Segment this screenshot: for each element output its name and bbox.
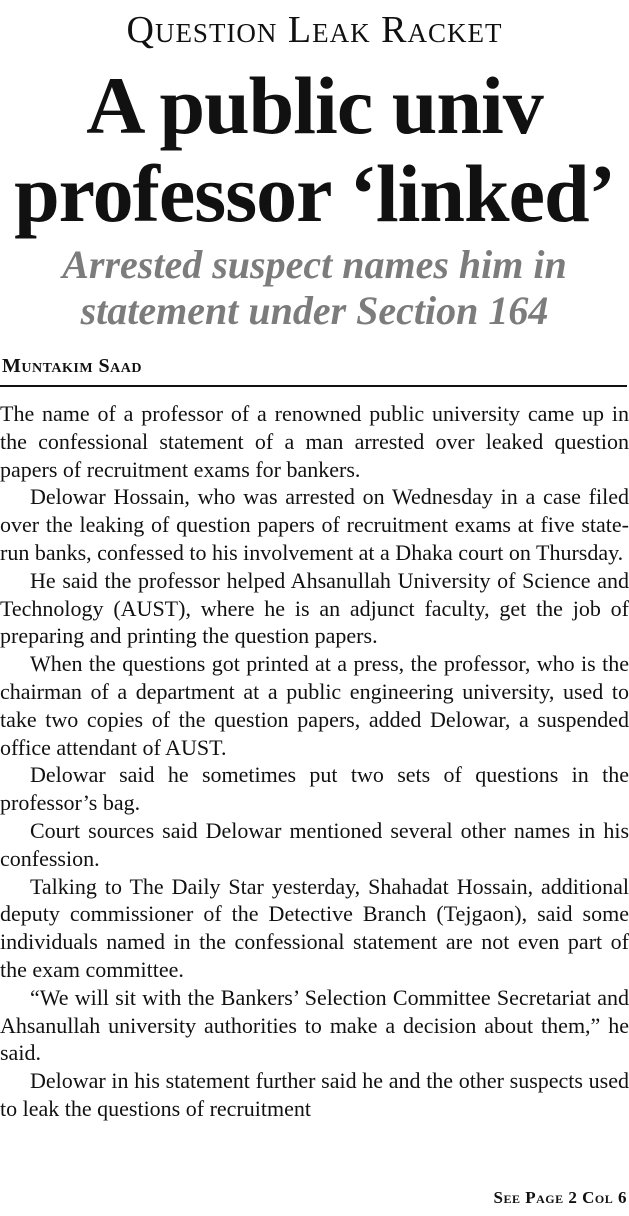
article-subheadline xyxy=(0,242,629,334)
subheadline-line: Arrested suspect names him in xyxy=(62,242,567,287)
body-paragraph: The name of a professor of a renowned public university came up in the confessional statement of a man arrested over leaked question papers of recruitment exams for bankers. xyxy=(0,401,629,482)
body-paragraph: Court sources said Delowar mentioned several other names in his confession. xyxy=(0,817,629,871)
body-paragraph: Delowar Hossain, who was arrested on Wednesday in a case filed over the leaking of question papers of recruitment exams at five state-run banks, confessed to his involvement at a Dhaka court on Thursday. xyxy=(0,484,629,565)
byline-divider xyxy=(0,385,627,387)
body-paragraph: “We will sit with the Bankers’ Selection Committee Secretariat and Ahsanullah university authorities to make a decision about them,” he said. xyxy=(0,984,629,1066)
body-paragraph: Delowar in his statement further said he and the other suspects used to leak the questions of recruitment xyxy=(0,1068,629,1121)
body-paragraph: Talking to The Daily Star yesterday, Shahadat Hossain, additional deputy commissioner of the Detective Branch (Tejgaon), said some individuals named in the confessional statement are not even part of the exam committee. xyxy=(0,873,629,982)
subheadline-line: statement under Section 164 xyxy=(80,288,549,333)
article-body xyxy=(0,400,629,1123)
body-paragraph: He said the professor helped Ahsanullah University of Science and Technology (AUST), where he is an adjunct faculty, get the job of preparing and printing the question papers. xyxy=(0,567,629,649)
article-byline: Muntakim Saad xyxy=(2,355,143,377)
headline-line: professor ‘linked’ xyxy=(14,148,615,239)
body-paragraph: When the questions got printed at a press, the professor, who is the chairman of a department at a public engineering university, used to take two copies of the question papers, added Delowar, a suspended office attendant of AUST. xyxy=(0,651,629,760)
article-kicker: Question Leak Racket xyxy=(126,9,503,51)
body-paragraph: Delowar said he sometimes put two sets of questions in the professor’s bag. xyxy=(0,762,629,816)
continuation-note: See Page 2 Col 6 xyxy=(493,1188,627,1207)
article-headline xyxy=(0,62,629,238)
headline-line: A public univ xyxy=(86,60,543,151)
